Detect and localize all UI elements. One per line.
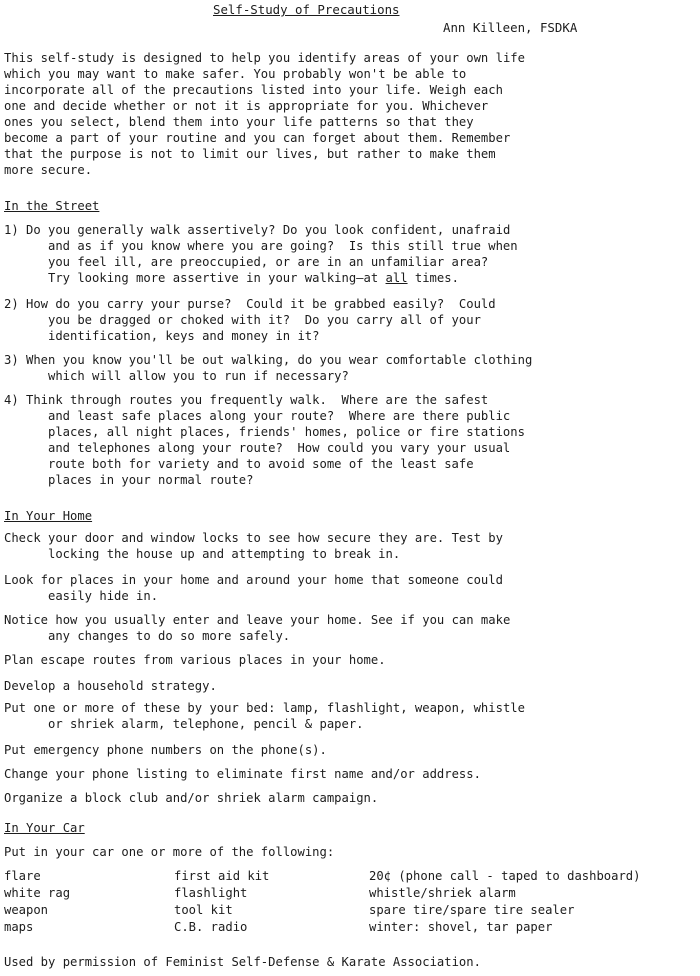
- street-item-4-line: places, all night places, friends' homes, police or fire stations: [48, 425, 525, 439]
- intro-paragraph: This self-study is designed to help you identify areas of your own life which you may want to make safer. You probably won't be able to incorporate all of the precautions listed into your life. Weigh each one and decide whether or not it is appropriate for you. Whichever ones you select, blend them into your life patterns so that they become a part of your routine and you can forget about them. Remember that the purpose is not to limit our lives, but rather to make them more secure.: [4, 51, 525, 177]
- street-item-1-line: you feel ill, are preoccupied, or are in an unfamiliar area?: [48, 255, 489, 269]
- street-item-4-line: places in your normal route?: [48, 473, 254, 487]
- text: Try looking more assertive in your walking—at: [48, 271, 386, 285]
- car-row: [4, 868, 700, 886]
- car-intro: Put in your car one or more of the following:: [4, 845, 335, 859]
- car-cell: spare tire/spare tire sealer: [369, 903, 575, 917]
- car-cell: flashlight: [174, 886, 248, 900]
- home-item-line: Organize a block club and/or shriek alarm campaign.: [4, 791, 379, 805]
- car-row: [4, 902, 700, 920]
- home-item-line: Plan escape routes from various places in your home.: [4, 653, 386, 667]
- street-item-4-line: and telephones along your route? How could you vary your usual: [48, 441, 511, 455]
- section-heading-home: In Your Home: [4, 509, 93, 523]
- street-item-1-last-line: [4, 270, 694, 286]
- street-item-1-line: 1) Do you generally walk assertively? Do you look confident, unafraid: [4, 223, 511, 237]
- author-line: Ann Killeen, FSDKA: [443, 20, 578, 35]
- text: times.: [407, 271, 459, 285]
- section-heading-street: In the Street: [4, 199, 100, 213]
- car-cell: weapon: [4, 903, 49, 917]
- home-item-line: Look for places in your home and around your home that someone could: [4, 573, 503, 587]
- car-cell: flare: [4, 869, 41, 883]
- street-item-3-line: 3) When you know you'll be out walking, do you wear comfortable clothing: [4, 353, 533, 367]
- home-item-3: [4, 612, 694, 644]
- car-cell: whistle/shriek alarm: [369, 886, 516, 900]
- car-cell: first aid kit: [174, 869, 270, 883]
- home-item-line: Change your phone listing to eliminate first name and/or address.: [4, 767, 481, 781]
- home-item-4: [4, 652, 694, 668]
- home-item-line: easily hide in.: [48, 589, 159, 603]
- car-row: [4, 885, 700, 903]
- street-item-4-line: 4) Think through routes you frequently walk. Where are the safest: [4, 393, 489, 407]
- street-item-1-line: and as if you know where you are going? Is this still true when: [48, 239, 518, 253]
- street-item-4-line: route both for variety and to avoid some of the least safe: [48, 457, 474, 471]
- car-cell: 20¢ (phone call - taped to dashboard): [369, 869, 641, 883]
- document-title: Self-Study of Precautions: [213, 2, 400, 17]
- home-item-5: [4, 678, 694, 694]
- home-item-8: [4, 766, 694, 782]
- street-item-3-line: which will allow you to run if necessary?: [48, 369, 349, 383]
- home-item-2: [4, 572, 694, 604]
- car-row: [4, 919, 700, 937]
- home-item-9: [4, 790, 694, 806]
- home-item-6: [4, 700, 694, 732]
- street-item-2-line: identification, keys and money in it?: [48, 329, 320, 343]
- street-item-2-line: 2) How do you carry your purse? Could it be grabbed easily? Could: [4, 297, 496, 311]
- car-cell: winter: shovel, tar paper: [369, 920, 553, 934]
- home-item-line: or shriek alarm, telephone, pencil & paper.: [48, 717, 364, 731]
- home-item-line: Put one or more of these by your bed: lamp, flashlight, weapon, whistle: [4, 701, 525, 715]
- street-item-1: [4, 222, 694, 286]
- home-item-line: Check your door and window locks to see how secure they are. Test by: [4, 531, 503, 545]
- street-item-2-line: you be dragged or choked with it? Do you carry all of your: [48, 313, 481, 327]
- home-item-line: locking the house up and attempting to break in.: [48, 547, 401, 561]
- street-item-4-line: and least safe places along your route? Where are there public: [48, 409, 511, 423]
- car-cell: white rag: [4, 886, 71, 900]
- street-item-3: [4, 352, 694, 384]
- section-heading-car: In Your Car: [4, 821, 85, 835]
- car-cell: maps: [4, 920, 34, 934]
- home-item-7: [4, 742, 694, 758]
- home-item-line: any changes to do so more safely.: [48, 629, 291, 643]
- car-cell: C.B. radio: [174, 920, 248, 934]
- home-item-line: Develop a household strategy.: [4, 679, 217, 693]
- home-item-line: Put emergency phone numbers on the phone(s).: [4, 743, 327, 757]
- street-item-2: [4, 296, 694, 344]
- credit-line: Used by permission of Feminist Self-Defense & Karate Association.: [4, 955, 481, 969]
- car-cell: tool kit: [174, 903, 233, 917]
- emphasis: all: [385, 271, 408, 285]
- home-item-1: [4, 530, 694, 562]
- street-item-4: [4, 392, 694, 488]
- home-item-line: Notice how you usually enter and leave your home. See if you can make: [4, 613, 511, 627]
